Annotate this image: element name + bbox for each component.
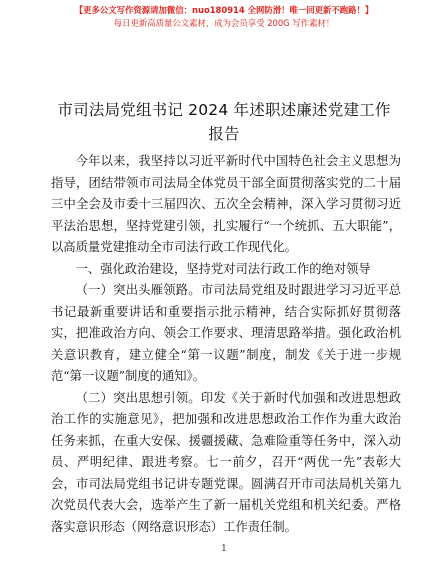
intro-paragraph: 今年以来，我坚持以习近平新时代中国特色社会主义思想为指导，团结带领市司法局全体党员干部全面贯彻落实党的二十届三中全会及市委十三届四次、五次全会精神，深入学习贯彻习近平法治思想，坚持党建引领，扎实履行“一个统抓、五大职能”，以高质量党建推动全市司法行政工作现代化。 xyxy=(51,154,401,254)
page-number: 1 xyxy=(221,544,227,554)
promo-banner-line2: 每日更新高质量公文素材，成为会员享受 200G 写作素材！ xyxy=(113,18,335,28)
promo-banner-line1: 【更多公文写作资源请加微信：nuo180914 全网防滑！唯一回更新不跑路！】 xyxy=(74,5,374,15)
subsection-paragraph-1: （一）突出头雁领路。市司法局党组及时跟进学习习近平总书记最新重要讲话和重要指示批示精神，结合实际抓好贯彻落实，把准政治方向、领会工作要求、理清思路举措。强化政治机关意识教育，建立健全“第一议题”制度，制发《关于进一步规范“第一议题”制度的通知》。 xyxy=(51,283,401,383)
subsection-paragraph-2: （二）突出思想引领。印发《关于新时代加强和改进思想政治工作的实施意见》，把加强和改进思想政治工作作为重大政治任务来抓，在重大安保、援疆援藏、急难险重等任务中，深入动员、严明纪律、跟进考察。七一前夕，召开“两优一先”表彰大会，市司法局党组书记讲专题党课。圆满召开市司法局机关第九次党员代表大会，选举产生了新一届机关党组和机关纪委。严格落实意识形态（网络意识形态）工作责任制。 xyxy=(51,390,401,534)
document-title-line2: 报告 xyxy=(208,125,240,143)
promo-banner xyxy=(0,4,448,30)
document-title xyxy=(0,98,448,146)
document-body xyxy=(51,151,401,538)
document-title-line1: 市司法局党组书记 2024 年述职述廉述党建工作 xyxy=(57,101,391,119)
section-heading-1: 一、强化政治建设，坚持党对司法行政工作的绝对领导 xyxy=(75,261,371,276)
